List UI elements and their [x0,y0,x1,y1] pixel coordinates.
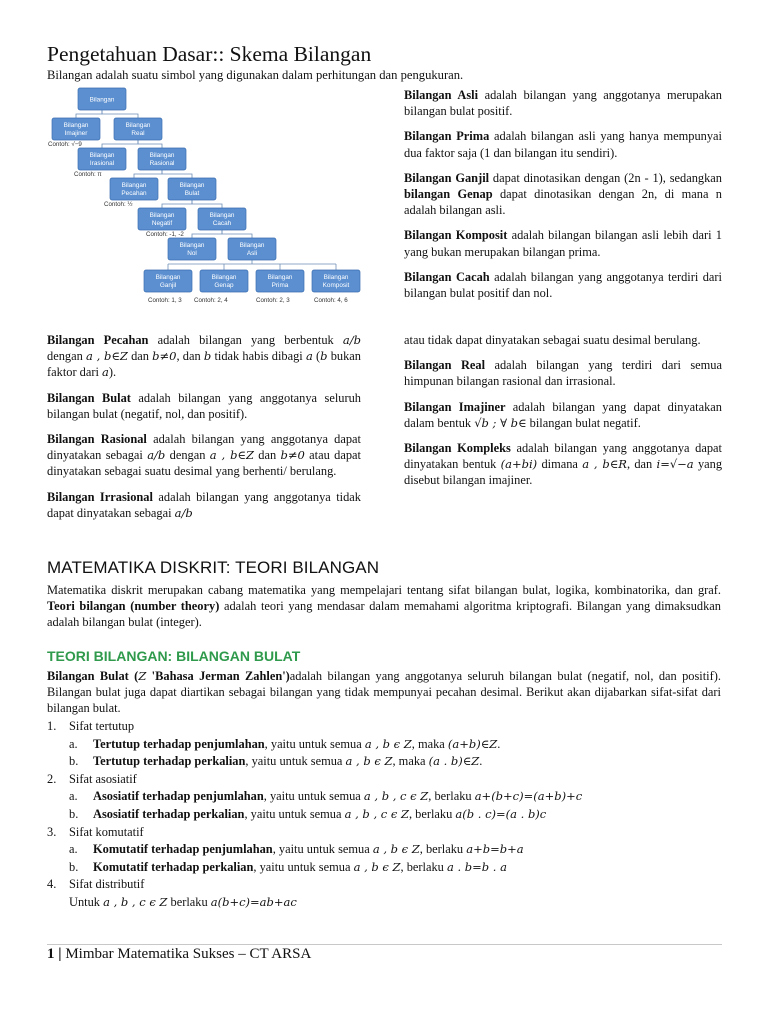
svg-text:Bilangan: Bilangan [209,212,235,219]
intro-text: Bilangan adalah suatu simbol yang digunakan dalam perhitungan dan pengukuran. [47,68,464,82]
node-bulat [168,178,216,200]
def-irrasional: Bilangan Irrasional adalah bilangan yang anggotanya tidak dapat dinyatakan sebagai a/b [47,489,362,520]
connector-bulat-cacah [192,200,222,208]
page-title: Pengetahuan Dasar:: Skema Bilangan [47,42,372,66]
example-genap: Contoh: 2, 4 [194,297,228,304]
svg-text:Bilangan: Bilangan [155,274,181,281]
example-pecahan: Contoh: ½ [104,201,133,208]
example-irrasional: Contoh: π [74,171,102,178]
right-column-top [404,87,722,310]
def-bulat: Bilangan Bulat adalah bilangan yang anggotanya seluruh bilangan bulat (negatif, nol, dan positif). [47,390,361,421]
property-2a: a. Asosiatif terhadap penjumlahan, yaitu untuk semua a , b , c ϵ Z, berlaku a+(b+c)=(a+b)+c [69,789,583,804]
svg-text:Negatif: Negatif [151,220,173,227]
example-imajiner: Contoh: √−9 [48,141,82,148]
node-genap [200,270,248,292]
svg-text:Bilangan: Bilangan [121,182,147,189]
svg-text:Bilangan: Bilangan [179,242,205,249]
svg-text:Rasional: Rasional [149,160,175,167]
svg-text:Asli: Asli [246,250,258,257]
def-asli: Bilangan Asli adalah bilangan yang anggotanya merupakan bilangan bulat positif. [404,88,723,119]
connector-bulat-negatif [162,200,192,208]
number-scheme-diagram [44,84,364,312]
svg-text:Irasional: Irasional [89,160,115,167]
def-rasional: Bilangan Rasional adalah bilangan yang anggotanya dapat dinyatakan sebagai a/b dengan a , b∈Z dan b≠0 atau dapat dinyatakan sebagai suatu desimal yang berhenti/ berulang. [47,432,361,479]
property-3b: b. Komutatif terhadap perkalian, yaitu untuk semua a , b ϵ Z, berlaku a . b=b . a [69,859,507,874]
svg-text:Imajiner: Imajiner [64,130,88,137]
example-komposit: Contoh: 4, 6 [314,297,348,304]
svg-text:Bilangan: Bilangan [239,242,265,249]
svg-text:Bilangan: Bilangan [211,274,237,281]
property-3a: a. Komutatif terhadap penjumlahan, yaitu untuk semua a , b ϵ Z, berlaku a+b=b+a [69,842,524,857]
property-4: 4. Sifat distributif [47,877,145,892]
def-prima: Bilangan Prima adalah bilangan asli yang hanya mempunyai dua faktor saja (1 dan bilangan itu sendiri). [404,129,722,160]
node-negatif [138,208,186,230]
def-komposit: Bilangan Komposit adalah bilangan bilangan asli lebih dari 1 yang bukan merupakan bilangan prima. [404,228,722,259]
property-2: 2. Sifat asosiatif [47,771,137,786]
svg-text:Real: Real [131,130,145,137]
section-title: MATEMATIKA DISKRIT: TEORI BILANGAN [47,558,380,577]
footer-divider [47,944,722,945]
def-irrasional-cont: atau tidak dapat dinyatakan sebagai suatu desimal berulang. [404,333,701,347]
node-imajiner [52,118,100,140]
example-negatif: Contoh: -1, -2 [146,231,184,238]
node-prima [256,270,304,292]
connector-rasional-bulat [162,170,192,178]
node-real [114,118,162,140]
node-rasional [138,148,186,170]
svg-text:Cacah: Cacah [212,220,232,227]
svg-text:Bilangan: Bilangan [179,182,205,189]
node-cacah [198,208,246,230]
connector-bilangan-real [102,110,138,118]
node-pecahan [110,178,158,200]
svg-text:Bilangan: Bilangan [89,96,115,104]
connector-cacah-nol [192,230,222,238]
svg-text:Bilangan: Bilangan [125,122,151,129]
svg-text:Bilangan: Bilangan [323,274,349,281]
node-asli [228,238,276,260]
svg-text:Genap: Genap [214,282,234,289]
svg-text:Bilangan: Bilangan [267,274,293,281]
subsection-title: TEORI BILANGAN: BILANGAN BULAT [47,648,301,664]
svg-text:Komposit: Komposit [322,282,350,289]
svg-text:Pecahan: Pecahan [121,190,147,197]
connector-real-irrasional [102,140,138,148]
properties-list [47,718,727,912]
node-ganjil [144,270,192,292]
svg-text:Bilangan: Bilangan [149,152,175,159]
property-3: 3. Sifat komutatif [47,824,144,839]
svg-text:Nol: Nol [187,250,197,257]
property-1a: a. Tertutup terhadap penjumlahan, yaitu untuk semua a , b ϵ Z, maka (a+b)∈Z. [69,736,501,751]
def-imajiner: Bilangan Imajiner adalah bilangan yang dapat dinyatakan dalam bentuk √b ; ∀ b∈ bilangan bulat negatif. [404,399,723,430]
node-bilangan [78,88,126,110]
section-paragraph: Matematika diskrit merupakan cabang matematika yang mempelajari tentang sifat bilangan bulat, logika, kombinatorika, dan graf. Teori bilangan (number theory) adalah teori yang mendasar dalam memahami algoritma kriptografi. Bilangan yang dimaksudkan adalah bilangan bulat (integer). [47,583,721,629]
connector-real-rasional [138,140,162,148]
right-column-bottom [404,332,722,498]
node-nol [168,238,216,260]
connector-bilangan-imajiner [76,110,102,118]
svg-text:Ganjil: Ganjil [159,282,177,289]
example-prima: Contoh: 2, 3 [256,297,290,304]
property-1: 1. Sifat tertutup [47,719,135,733]
bulat-paragraph: Bilangan Bulat (Z 'Bahasa Jerman Zahlen')adalah bilangan yang anggotanya seluruh bilangan bulat (negatif, nol, dan positif). Bilangan bulat juga dapat diartikan sebagai bilangan yang tidak mempunyai pecahan desimal. Berikut akan dijabarkan sifat-sifat dari bilangan bulat. [47,669,721,715]
node-komposit [312,270,360,292]
svg-text:Prima: Prima [271,282,289,289]
diagram-nodes [52,88,360,292]
property-4-line: Untuk a , b , c ϵ Z berlaku a(b+c)=ab+ac [69,894,297,909]
def-kompleks: Bilangan Kompleks adalah bilangan yang anggotanya dapat dinyatakan bentuk (a+bi) dimana a , b∈R, dan i=√−a yang disebut bilangan imajiner. [404,441,723,488]
connector-cacah-asli [222,230,252,238]
example-ganjil: Contoh: 1, 3 [148,297,182,304]
svg-text:Bulat: Bulat [184,190,200,197]
svg-text:Bilangan: Bilangan [89,152,115,159]
connector-rasional-pecahan [134,170,162,178]
def-cacah: Bilangan Cacah adalah bilangan yang anggotanya terdiri dari bilangan bulat positif dan nol. [404,269,722,301]
property-1b: b. Tertutup terhadap perkalian, yaitu untuk semua a , b ϵ Z, maka (a . b)∈Z. [69,754,483,769]
property-2b: b. Asosiatif terhadap perkalian, yaitu untuk semua a , b , c ϵ Z, berlaku a(b . c)=(a . b)c [69,806,547,821]
node-irrasional [78,148,126,170]
page-footer: 1 | Mimbar Matematika Sukses – CT ARSA [47,946,312,962]
connector-asli-children [168,260,336,264]
def-ganjil-genap: Bilangan Ganjil dapat dinotasikan dengan (2n - 1), sedangkan bilangan Genap dapat dinotasikan dengan 2n, di mana n adalah bilangan asli. [404,170,723,218]
svg-text:Bilangan: Bilangan [149,212,175,219]
def-pecahan: Bilangan Pecahan adalah bilangan yang berbentuk a/b dengan a , b∈Z dan b≠0, dan b tidak habis dibagi a (b bukan faktor dari a). [47,333,361,380]
svg-text:Bilangan: Bilangan [63,122,89,129]
left-column-bottom [47,332,361,530]
def-real: Bilangan Real adalah bilangan yang terdiri dari semua himpunan bilangan rasional dan irrasional. [404,358,722,389]
